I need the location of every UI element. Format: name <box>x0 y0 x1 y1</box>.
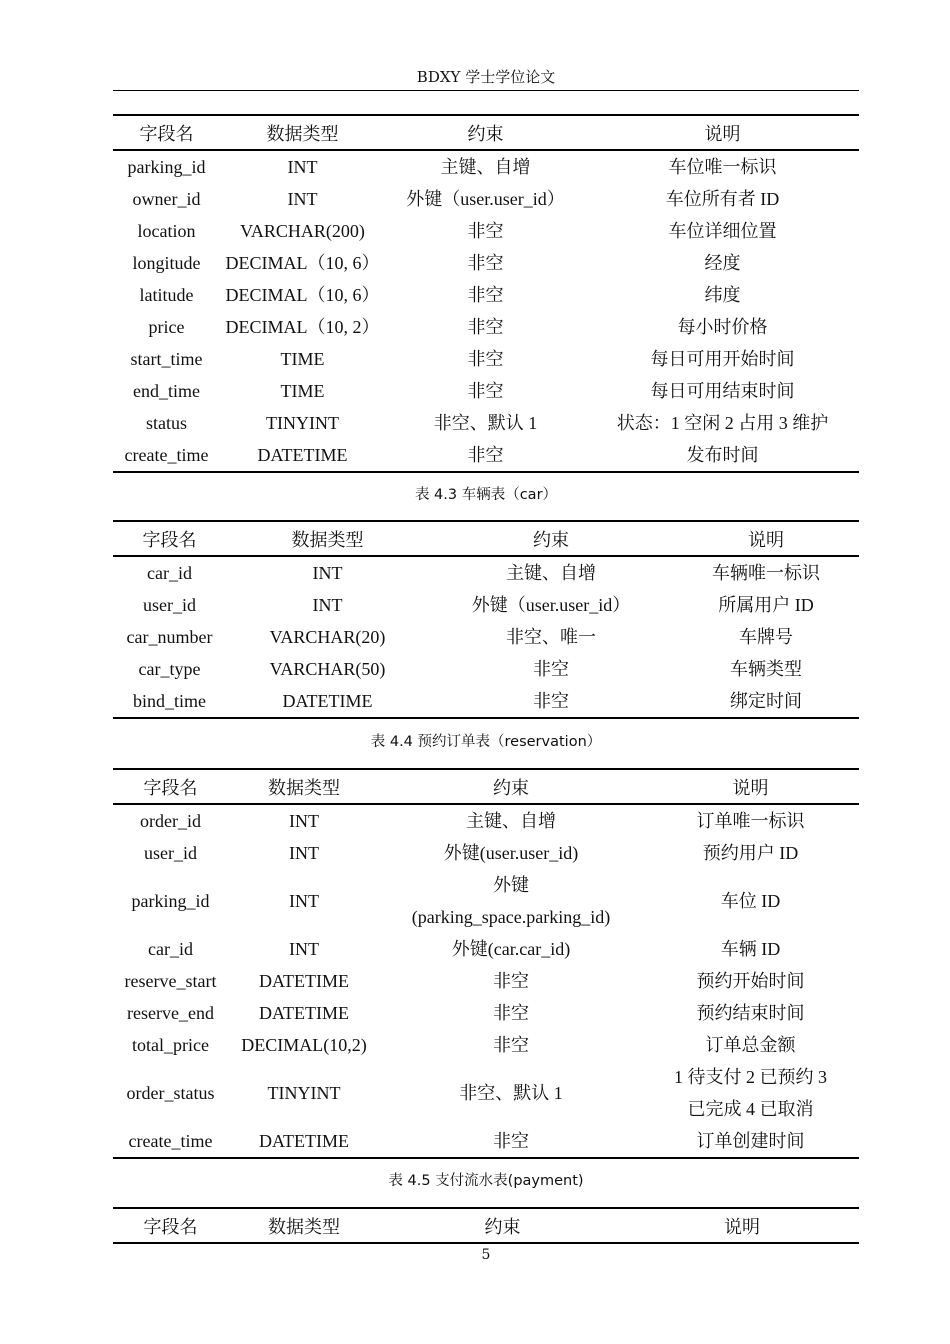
table-header-row <box>113 1208 859 1243</box>
table-cell: car_id <box>148 939 193 959</box>
table-cell: 主键、自增 <box>506 563 596 583</box>
table-row <box>113 183 859 215</box>
table-row <box>113 621 859 653</box>
table-header-row <box>113 521 859 556</box>
table-cell: owner_id <box>132 189 201 209</box>
table-cell: 每日可用结束时间 <box>650 381 795 401</box>
table-cell: start_time <box>130 349 203 369</box>
table-row <box>113 837 859 869</box>
table-row <box>113 933 859 965</box>
table-row <box>113 869 859 933</box>
table-row <box>113 997 859 1029</box>
header-title: BDXY 学士学位论文 <box>416 68 556 86</box>
table-cell: 外键(car.car_id) <box>451 939 571 959</box>
table-cell: 非空 <box>533 659 569 679</box>
column-header: 字段名 <box>139 123 194 144</box>
table-row <box>113 407 859 439</box>
table-row <box>113 653 859 685</box>
table-cell: 外键（user.user_id） <box>406 189 565 209</box>
table-cell: VARCHAR(200) <box>240 221 365 241</box>
table-cell: 车位所有者 ID <box>665 189 780 209</box>
table-row <box>113 311 859 343</box>
column-header: 数据类型 <box>266 123 339 144</box>
table-cell: 车辆类型 <box>730 659 802 679</box>
table-cell: 非空 <box>467 317 504 337</box>
table-row <box>113 1125 859 1158</box>
table-row <box>113 965 859 997</box>
page-number: 5 <box>481 1247 491 1263</box>
table-cell: 每日可用开始时间 <box>650 349 795 369</box>
table-cell: 订单创建时间 <box>696 1131 805 1151</box>
column-header: 字段名 <box>143 1216 198 1237</box>
car-table <box>113 520 859 719</box>
table-cell: VARCHAR(20) <box>269 627 386 647</box>
table-cell: reserve_end <box>127 1003 214 1023</box>
table-cell: 车辆 ID <box>720 939 781 959</box>
table-cell: 预约用户 ID <box>702 843 799 863</box>
table-cell: INT <box>287 189 318 209</box>
table-cell: user_id <box>144 843 197 863</box>
table-cell: DATETIME <box>259 1131 349 1151</box>
table-cell: 车位 ID <box>720 891 781 911</box>
table-cell: 状态：1 空闲 2 占用 3 维护 <box>616 413 829 433</box>
table-cell: INT <box>289 939 319 959</box>
column-header: 说明 <box>748 529 784 550</box>
column-header: 字段名 <box>142 529 197 550</box>
column-header: 约束 <box>484 1216 521 1237</box>
table-cell: INT <box>289 843 319 863</box>
table-cell: 非空 <box>467 349 504 369</box>
table-cell: 非空 <box>467 253 504 273</box>
table-row <box>113 685 859 718</box>
table-cell: 非空 <box>493 1131 529 1151</box>
table-cell: 非空 <box>493 1035 529 1055</box>
table-cell: 非空 <box>467 285 504 305</box>
table-cell: user_id <box>143 595 196 615</box>
table-row <box>113 247 859 279</box>
table-cell: 车牌号 <box>739 627 793 647</box>
column-header: 说明 <box>724 1216 760 1237</box>
table-cell: longitude <box>132 253 201 273</box>
column-header: 数据类型 <box>268 777 340 798</box>
parking-space-table <box>113 114 859 473</box>
table-cell: DATETIME <box>259 971 349 991</box>
table-cell: 非空 <box>467 221 504 241</box>
table-cell: bind_time <box>133 691 206 711</box>
table-cell: 纬度 <box>704 285 741 305</box>
table-cell: VARCHAR(50) <box>269 659 386 679</box>
table-cell: 非空 <box>467 445 504 465</box>
table-row <box>113 375 859 407</box>
table-cell: DECIMAL（10, 2） <box>225 317 380 337</box>
table-row <box>113 439 859 472</box>
table-row <box>113 556 859 589</box>
payment-table <box>113 1207 859 1244</box>
table-cell: DECIMAL（10, 6） <box>225 285 380 305</box>
table-cell: 外键(user.user_id) <box>443 843 579 863</box>
table-header-row <box>113 769 859 804</box>
table-cell: car_type <box>138 659 201 679</box>
table-cell: 预约结束时间 <box>696 1003 805 1023</box>
table-cell: 发布时间 <box>686 445 759 465</box>
column-header: 数据类型 <box>291 529 364 550</box>
table-cell: TINYINT <box>266 413 339 433</box>
table-row <box>113 279 859 311</box>
table-cell: 车辆唯一标识 <box>712 563 820 583</box>
table-cell: car_number <box>126 627 213 647</box>
table-cell: DECIMAL（10, 6） <box>225 253 380 273</box>
table-cell: 外键 (parking_space.parking_id) <box>411 875 611 927</box>
column-header: 说明 <box>704 123 741 144</box>
table-cell: create_time <box>128 1131 213 1151</box>
column-header: 字段名 <box>143 777 198 798</box>
column-header: 约束 <box>467 123 504 144</box>
column-header: 约束 <box>493 777 529 798</box>
table-cell: INT <box>287 157 318 177</box>
table-cell: 绑定时间 <box>730 691 802 711</box>
table-cell: TIME <box>280 349 325 369</box>
table-cell: order_status <box>126 1083 215 1103</box>
table-cell: location <box>137 221 196 241</box>
table-cell: status <box>145 413 187 433</box>
table-cell: create_time <box>124 445 209 465</box>
table-cell: DATETIME <box>259 1003 349 1023</box>
table-cell: 非空 <box>533 691 569 711</box>
table-row <box>113 589 859 621</box>
table-cell: 非空、默认 1 <box>459 1083 563 1103</box>
table-caption-car: 表 4.3 车辆表（car） <box>414 487 558 503</box>
table-cell: 非空、默认 1 <box>433 413 538 433</box>
table-cell: total_price <box>132 1035 209 1055</box>
table-cell: INT <box>312 595 343 615</box>
table-row <box>113 1061 859 1125</box>
column-header: 说明 <box>732 777 769 798</box>
table-cell: 主键、自增 <box>466 811 556 831</box>
table-cell: INT <box>289 891 319 911</box>
table-cell: TIME <box>280 381 325 401</box>
table-row <box>113 804 859 837</box>
table-cell: DATETIME <box>257 445 348 465</box>
table-cell: latitude <box>139 285 194 305</box>
table-cell: 外键（user.user_id） <box>471 595 631 615</box>
table-cell: DATETIME <box>282 691 373 711</box>
table-cell: TINYINT <box>267 1083 341 1103</box>
column-header: 数据类型 <box>268 1216 340 1237</box>
page-header <box>113 66 859 91</box>
table-cell: 非空 <box>467 381 504 401</box>
table-row <box>113 215 859 247</box>
table-caption-payment: 表 4.5 支付流水表(payment) <box>388 1173 584 1189</box>
table-cell: end_time <box>133 381 200 401</box>
table-cell: INT <box>312 563 343 583</box>
table-cell: 预约开始时间 <box>696 971 805 991</box>
table-caption-reservation: 表 4.4 预约订单表（reservation） <box>370 734 602 750</box>
table-header-row <box>113 115 859 150</box>
table-cell: 非空 <box>493 971 529 991</box>
table-cell: parking_id <box>131 891 210 911</box>
table-cell: 经度 <box>704 253 741 273</box>
table-cell: 主键、自增 <box>440 157 531 177</box>
reservation-table <box>113 768 859 1159</box>
table-cell: 非空 <box>493 1003 529 1023</box>
table-cell: 订单总金额 <box>705 1035 796 1055</box>
table-cell: price <box>148 317 185 337</box>
table-cell: 车位唯一标识 <box>668 157 777 177</box>
table-cell: 非空、唯一 <box>506 627 596 647</box>
table-cell: 车位详细位置 <box>668 221 777 241</box>
column-header: 约束 <box>533 529 569 550</box>
table-cell: order_id <box>140 811 201 831</box>
table-cell: parking_id <box>127 157 206 177</box>
table-cell: 1 待支付 2 已预约 3 已完成 4 已取消 <box>674 1067 827 1119</box>
table-cell: INT <box>289 811 319 831</box>
table-cell: 所属用户 ID <box>718 595 814 615</box>
table-row <box>113 1029 859 1061</box>
table-cell: 每小时价格 <box>677 317 768 337</box>
table-cell: reserve_start <box>124 971 217 991</box>
table-row <box>113 150 859 183</box>
table-cell: car_id <box>147 563 192 583</box>
table-row <box>113 343 859 375</box>
table-cell: 订单唯一标识 <box>696 811 805 831</box>
table-cell: DECIMAL(10,2) <box>241 1035 367 1055</box>
